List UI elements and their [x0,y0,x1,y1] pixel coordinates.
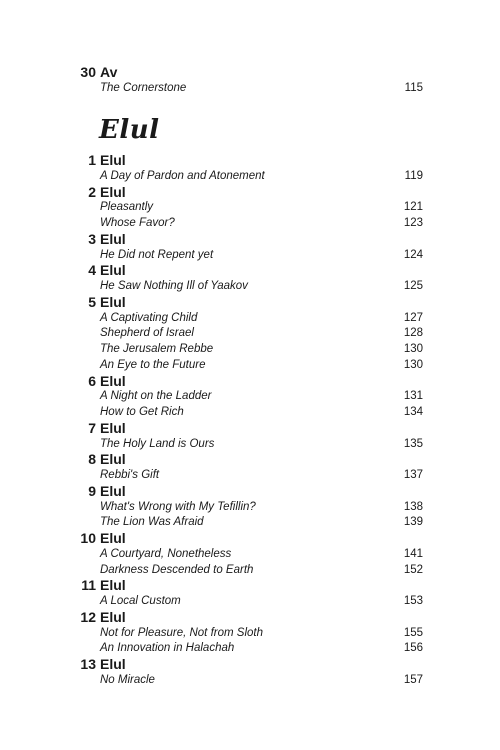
date-heading-row [0,577,500,593]
story-title: The Jerusalem Rebbe [100,343,214,355]
page-number: 137 [403,469,423,481]
page-number: 131 [403,390,423,403]
story-entry [0,499,500,515]
page-number: 127 [403,311,423,324]
story-title: Darkness Descended to Earth [100,563,254,576]
month-name: Elul [100,577,126,594]
story-title: The Lion Was Afraid [100,516,204,529]
date-heading-row [0,231,500,247]
story-entry [0,625,500,641]
day-number: 13 [80,656,96,672]
story-title: Whose Favor? [100,217,175,229]
date-heading-row [0,483,500,499]
day-number: 8 [88,451,96,468]
month-name: Elul [100,608,126,625]
story-entry [0,404,500,420]
page-number: 119 [404,169,423,182]
story-title: How to Get Rich [100,406,184,418]
date-heading-row [0,262,500,278]
story-entry [0,310,500,326]
story-title: Not for Pleasure, Not from Sloth [100,626,263,639]
day-number: 1 [88,152,96,168]
page-number: 121 [403,201,423,214]
page-number: 153 [403,595,423,607]
story-title: A Captivating Child [100,311,198,324]
story-entry [0,546,500,562]
page-number: 128 [403,327,423,340]
story-entry [0,640,500,656]
story-entry [0,593,500,609]
month-name: Elul [100,419,126,436]
story-entry [0,278,500,294]
story-entry [0,357,500,373]
story-entry [0,562,500,578]
month-name: Elul [100,152,126,168]
date-heading-row [0,152,500,168]
section-title: Elul [99,115,160,145]
page-number: 152 [403,563,423,576]
date-heading-row [0,64,500,80]
month-name: Elul [100,262,126,279]
story-title: Shepherd of Israel [100,327,194,340]
story-title: An Eye to the Future [100,358,206,371]
page-number: 156 [403,642,423,655]
story-entry [0,467,500,483]
page-number: 157 [403,673,423,686]
story-title: A Local Custom [100,595,181,607]
month-name: Av [100,64,118,80]
story-title: A Courtyard, Nonetheless [100,547,232,560]
page-number: 134 [403,406,423,418]
story-title: A Night on the Ladder [100,390,212,403]
day-number: 12 [80,608,96,625]
month-name: Elul [100,482,126,499]
page-number: 138 [403,500,423,513]
date-heading-row [0,373,500,389]
story-title: He Saw Nothing Ill of Yaakov [100,280,248,292]
day-number: 2 [88,183,96,200]
month-name: Elul [100,293,126,310]
date-heading-row [0,530,500,546]
story-entry [0,436,500,452]
story-entry [0,247,500,263]
page-number: 155 [403,626,423,639]
date-heading-row [0,420,500,436]
date-heading-row [0,294,500,310]
story-entry [0,168,500,184]
day-number: 30 [80,64,96,80]
story-entry [0,215,500,231]
page-number: 123 [403,217,423,229]
day-number: 11 [81,577,96,594]
story-title: The Cornerstone [100,81,187,94]
page-number: 135 [403,437,423,450]
day-number: 3 [88,230,96,247]
date-heading-row [0,656,500,672]
month-name: Elul [100,451,126,468]
date-heading-row [0,184,500,200]
month-name: Elul [100,372,126,389]
story-title: Pleasantly [100,201,154,214]
date-heading-row [0,451,500,467]
story-title: The Holy Land is Ours [100,437,215,450]
story-entry [0,199,500,215]
month-name: Elul [100,530,126,546]
date-heading-row [0,609,500,625]
day-number: 7 [88,419,96,436]
page-number: 115 [404,81,423,94]
day-number: 6 [88,372,96,389]
story-entry [0,80,500,96]
day-number: 10 [80,530,96,546]
story-entry [0,325,500,341]
story-title: What's Wrong with My Tefillin? [100,500,256,513]
month-name: Elul [100,656,126,672]
story-title: An Innovation in Halachah [100,642,235,655]
page-number: 130 [403,343,423,355]
month-name: Elul [100,230,126,247]
story-title: No Miracle [100,673,155,686]
page-number: 125 [403,280,423,292]
story-title: He Did not Repent yet [100,248,214,261]
story-title: A Day of Pardon and Atonement [100,169,265,182]
story-entry [0,672,500,688]
page-number: 124 [403,248,423,261]
story-entry [0,341,500,357]
day-number: 5 [88,293,96,310]
day-number: 9 [88,482,96,499]
day-number: 4 [88,262,96,279]
story-title: Rebbi's Gift [100,469,160,481]
month-name: Elul [100,183,126,200]
story-entry [0,388,500,404]
page-number: 130 [403,358,423,371]
story-entry [0,514,500,530]
page-number: 139 [403,516,423,529]
page-number: 141 [403,547,423,560]
